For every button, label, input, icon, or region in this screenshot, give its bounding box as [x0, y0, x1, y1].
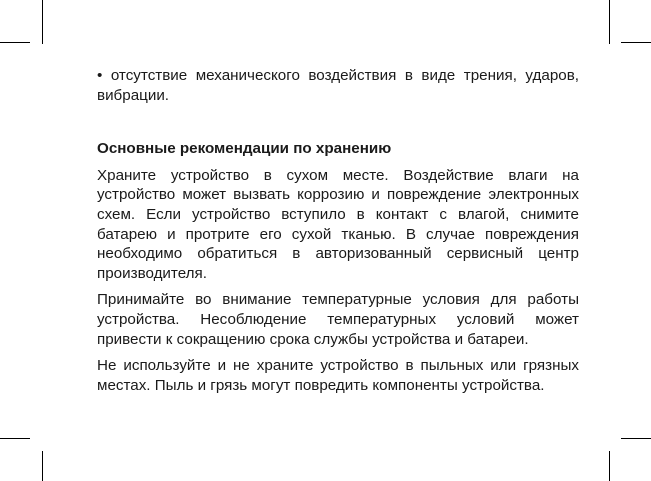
paragraph-2: Принимайте во внимание температурные условия для работы устройства. Несоблюдение температурных условий может привести к сокращению срока службы устройства и батареи. — [97, 291, 579, 348]
paragraph-1: Храните устройство в сухом месте. Воздействие влаги на устройство может вызвать коррозию и повреждение электронных схем. Если устройство вступило в контакт с влагой, снимите батарею и протрите его сухой тканью. В случае повреждения необходимо обратиться в авторизованный сервисный центр производителя. — [97, 166, 579, 282]
crop-mark-bottom-right-vertical — [609, 451, 610, 481]
crop-mark-top-right-vertical — [609, 0, 610, 44]
crop-mark-top-right-horizontal — [621, 42, 651, 43]
crop-mark-top-left-vertical — [42, 0, 43, 44]
crop-mark-bottom-left-horizontal — [0, 438, 30, 439]
crop-mark-top-left-horizontal — [0, 42, 30, 43]
paragraph-3: Не используйте и не храните устройство в пыльных или грязных местах. Пыль и грязь могут повредить компоненты устройства. — [97, 357, 579, 394]
section-heading: Основные рекомендации по хранению — [97, 140, 392, 158]
bullet-item: • отсутствие механического воздействия в виде трения, ударов, вибрации. — [97, 67, 579, 104]
crop-mark-bottom-left-vertical — [42, 451, 43, 481]
page-content — [97, 66, 579, 395]
crop-mark-bottom-right-horizontal — [621, 438, 651, 439]
